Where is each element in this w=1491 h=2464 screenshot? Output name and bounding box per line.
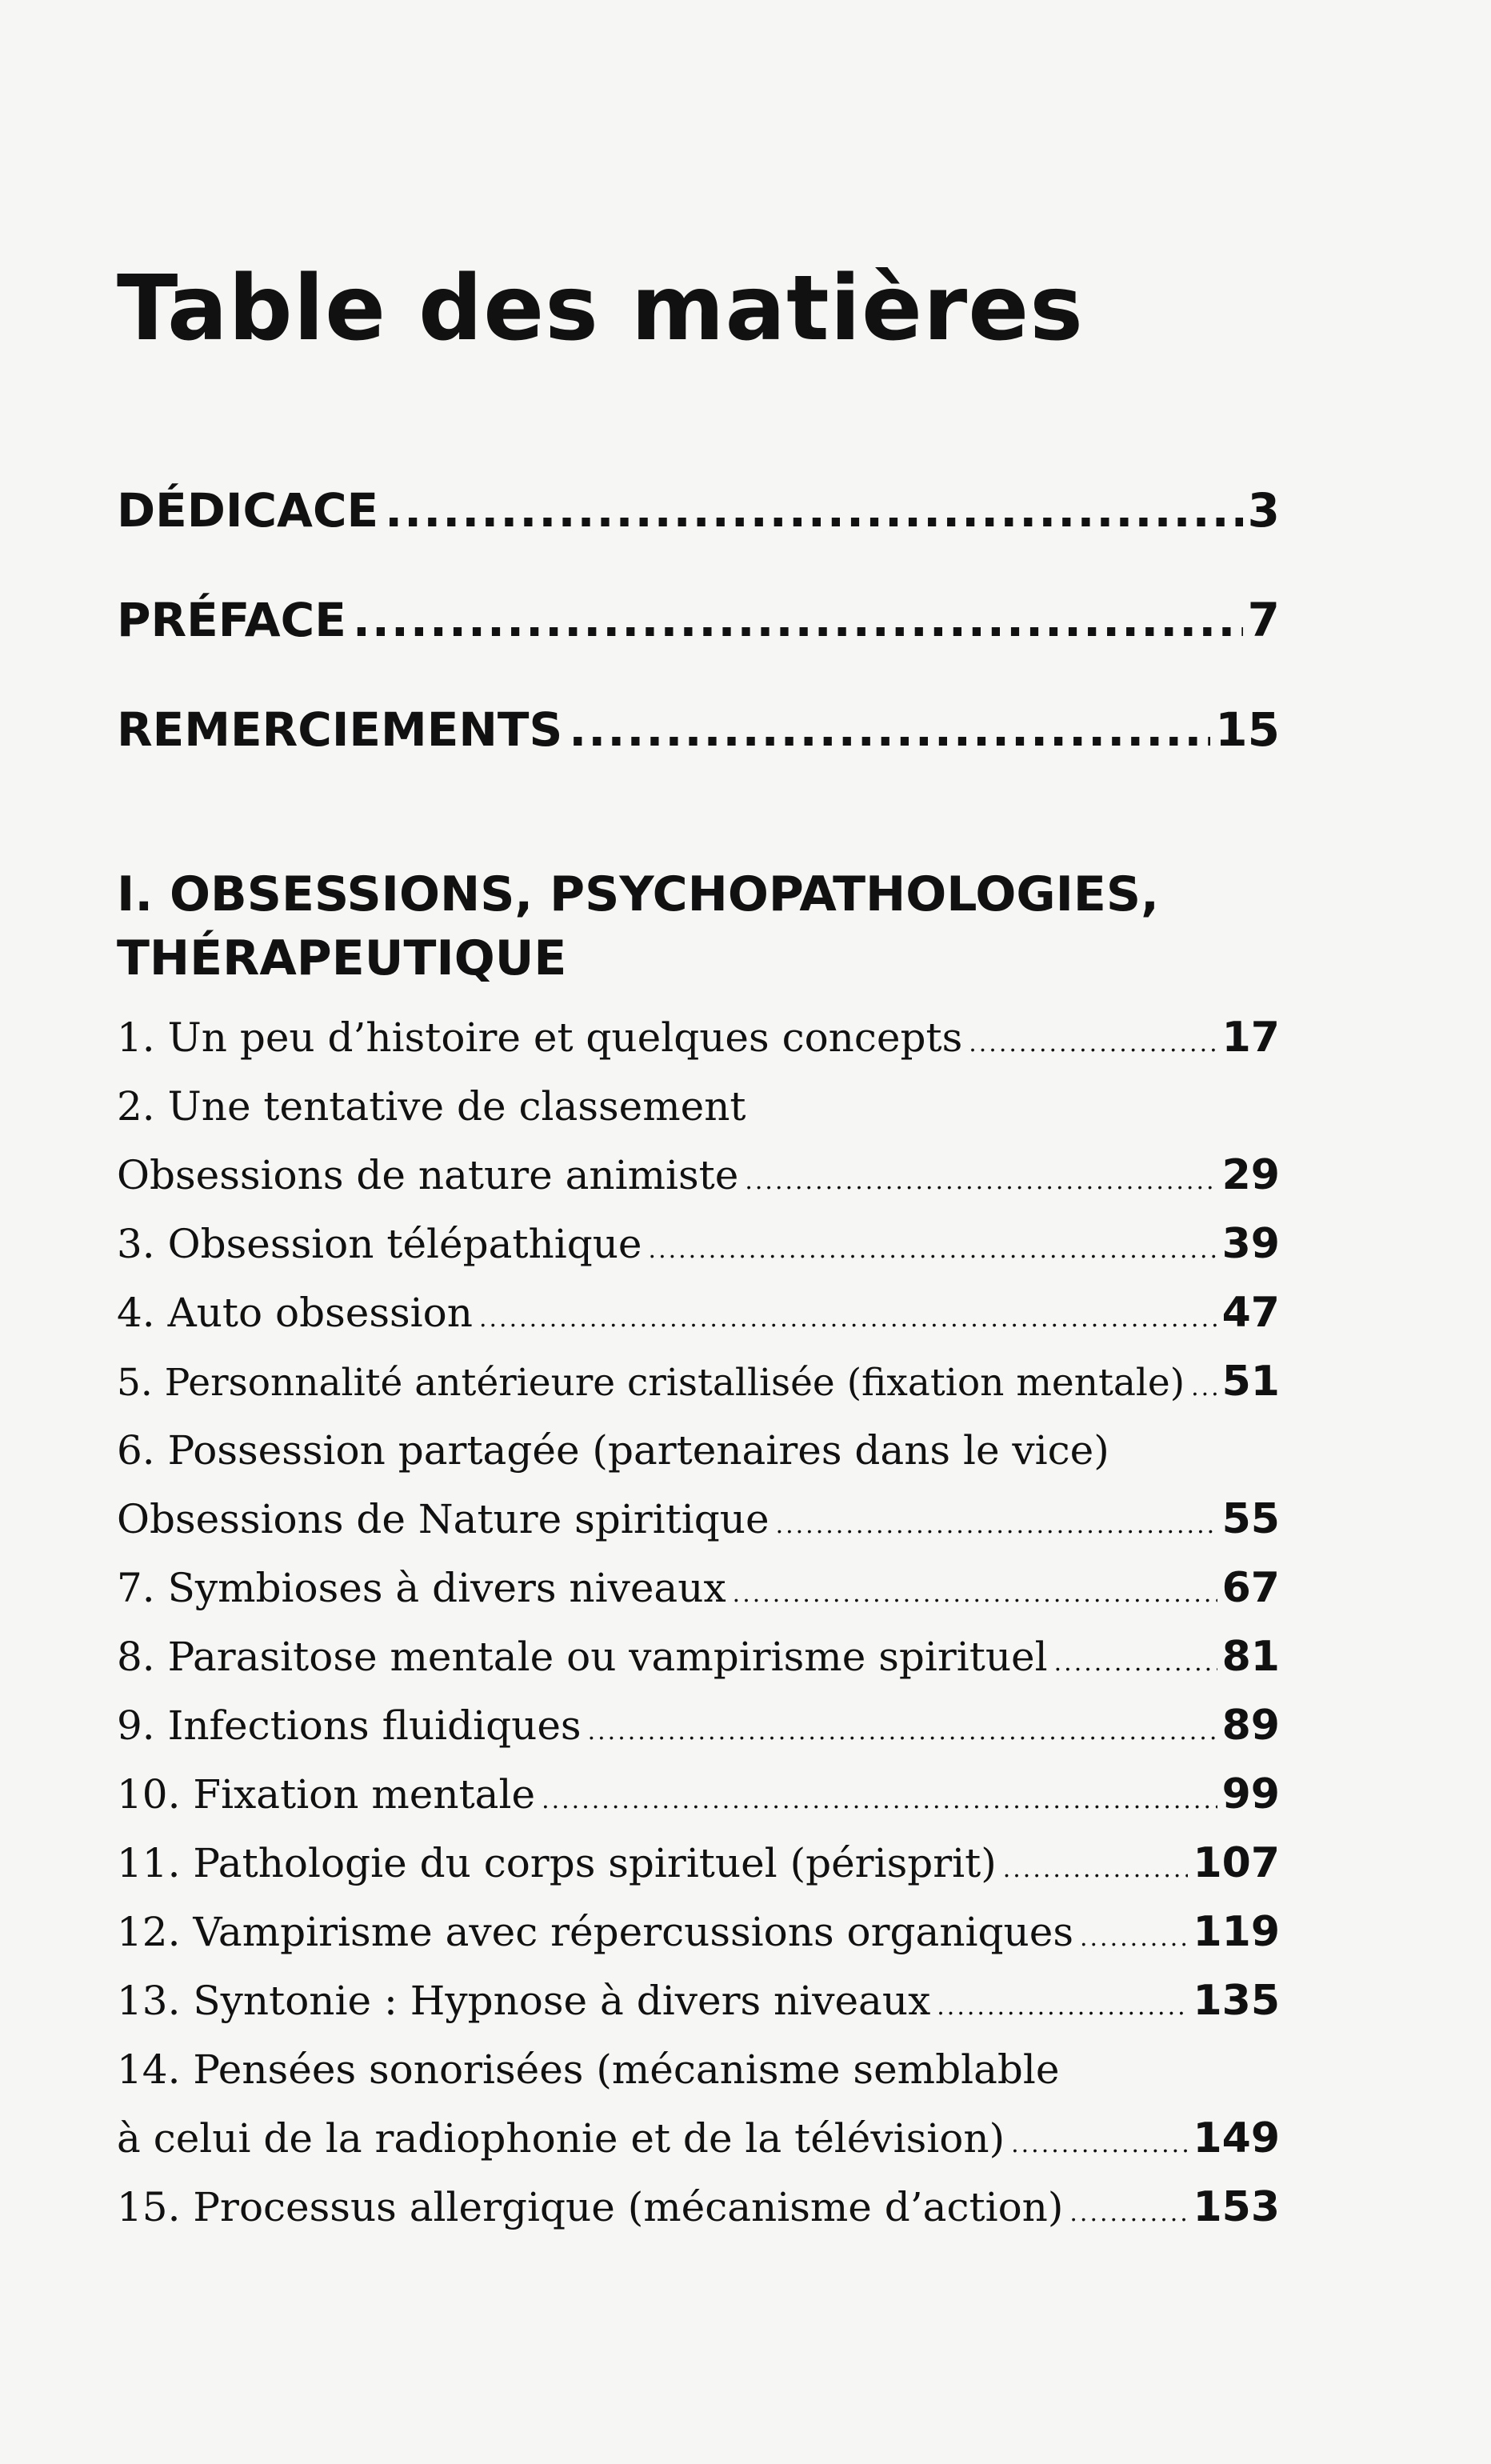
toc-entry-page: 89 [1221,1702,1280,1750]
toc-entry-preface[interactable] [117,588,1280,652]
toc-entry[interactable] [117,1210,1280,1278]
toc-entry[interactable] [117,1554,1280,1622]
dot-leader [1191,1349,1217,1422]
toc-entry-page: 39 [1221,1220,1280,1268]
toc-entry[interactable] [117,1485,1280,1554]
toc-entry[interactable] [117,1347,1280,1416]
page-title: Table des matières [117,257,1084,361]
toc-entry-page: 67 [1221,1564,1280,1612]
toc-entry-page: 99 [1221,1770,1280,1818]
toc-entry-label: 8. Parasitose mentale ou vampirisme spirituel [117,1634,1048,1680]
toc-entry-page: 29 [1221,1151,1280,1199]
toc-entry-label: 15. Processus allergique (mécanisme d’action) [117,2184,1064,2230]
section-heading-line: I. OBSESSIONS, PSYCHOPATHOLOGIES, [117,866,1159,922]
toc-entry-page: 149 [1193,2114,1280,2162]
toc-entry-page: 135 [1193,1977,1280,2025]
toc-entry-label: Obsessions de Nature spiritique [117,1496,769,1542]
toc-entry-label: REMERCIEMENTS [117,702,563,757]
toc-entry-label: 10. Fixation mentale [117,1771,536,1818]
toc-entry-dedicace[interactable] [117,478,1280,542]
toc-entry-page: 107 [1193,1839,1280,1887]
toc-entry[interactable] [117,1691,1280,1760]
dot-leader [776,1485,1217,1560]
toc-entry-page: 7 [1247,593,1280,647]
dot-leader [1069,2173,1188,2248]
toc-entry-label: 4. Auto obsession [117,1290,473,1336]
toc-entry[interactable] [117,1141,1280,1210]
dot-leader [1011,2104,1188,2179]
toc-entry[interactable] [117,1278,1280,1347]
toc-entry-label: 7. Symbioses à divers niveaux [117,1565,726,1611]
dot-leader [733,1554,1217,1629]
toc-entry[interactable] [117,1760,1280,1829]
toc-entry-page: 3 [1247,483,1280,538]
dot-leader [569,698,1210,762]
toc-entry-page: 17 [1221,1014,1280,1062]
toc-entry[interactable] [117,1003,1280,1072]
dot-leader [1080,1898,1188,1973]
dot-leader [745,1141,1217,1216]
toc-entry-page: 55 [1221,1495,1280,1543]
toc-entry-page: 51 [1221,1358,1280,1406]
toc-entry-label: PRÉFACE [117,593,346,647]
section-heading [117,862,1280,990]
dot-leader [649,1210,1217,1285]
toc-entry-label: Obsessions de nature animiste [117,1152,739,1198]
dot-leader [969,1003,1217,1078]
toc-entry-remerciements[interactable] [117,698,1280,762]
dot-leader [479,1278,1217,1354]
section-heading-line: THÉRAPEUTIQUE [117,930,567,986]
toc-entry[interactable] [117,2173,1280,2242]
dot-leader [542,1760,1217,1835]
dot-leader [937,1966,1188,2042]
dot-leader [385,478,1243,542]
toc-entry-page: 15 [1215,702,1280,757]
toc-entry-label: 2. Une tentative de classement [117,1083,746,1130]
toc-entry-label: 12. Vampirisme avec répercussions organiques [117,1909,1073,1955]
dot-leader [1003,1829,1189,1904]
toc-entry-label: 9. Infections fluidiques [117,1702,582,1749]
toc-entry[interactable] [117,1829,1280,1898]
toc-entry-label: 11. Pathologie du corps spirituel (périsprit) [117,1840,997,1886]
toc-entry[interactable] [117,2104,1280,2173]
dot-leader [1054,1622,1217,1698]
toc-entry-label: 3. Obsession télépathique [117,1221,642,1267]
toc-entry-label: 1. Un peu d’histoire et quelques concepts [117,1014,963,1061]
toc-entry-label: DÉDICACE [117,483,379,538]
toc-entry-page: 119 [1193,1908,1280,1956]
toc-entry-label: 14. Pensées sonorisées (mécanisme semblable [117,2046,1060,2093]
toc-entry-label: 5. Personnalité antérieure cristallisée (fixation mentale) [117,1361,1185,1405]
toc-entry-page: 81 [1221,1633,1280,1681]
toc-entry[interactable] [117,1966,1280,2035]
toc-entry[interactable] [117,1898,1280,1966]
dot-leader [353,588,1243,652]
toc-entry-page: 153 [1193,2183,1280,2231]
dot-leader [588,1691,1217,1766]
toc-entry[interactable] [117,1622,1280,1691]
toc-entry-label: 6. Possession partagée (partenaires dans le vice) [117,1427,1109,1474]
toc-entry-page: 47 [1221,1289,1280,1337]
toc-entry-label: à celui de la radiophonie et de la télévision) [117,2115,1005,2162]
toc-entry-label: 13. Syntonie : Hypnose à divers niveaux [117,1978,931,2024]
